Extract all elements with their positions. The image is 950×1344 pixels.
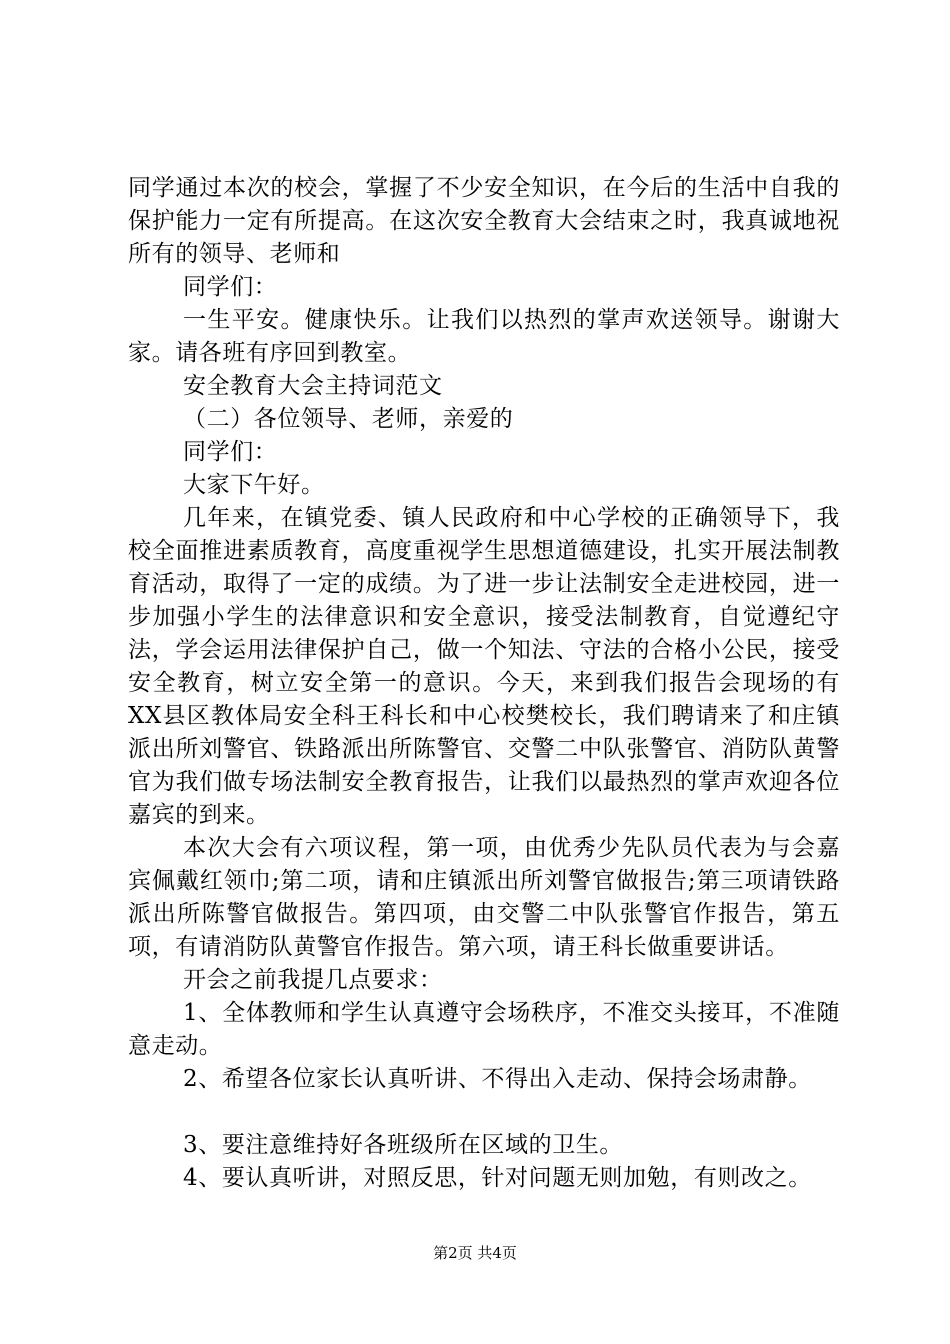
paragraph-requirement-3: 3、要注意维持好各班级所在区域的卫生。 [183, 1132, 624, 1158]
paragraph-greeting: 大家下午好。 [183, 472, 325, 498]
paragraph-closing-wishes: 同学通过本次的校会，掌握了不少安全知识，在今后的生活中自我的保护能力一定有所提高。在这次安全教育大会结束之时，我真诚地祝所有的领导、老师和 [128, 175, 840, 267]
paragraph-requirements-intro: 开会之前我提几点要求： [183, 967, 443, 993]
paragraph-salutation-students: 同学们： [183, 274, 278, 300]
page-number-footer: 第2页 共4页 [433, 1244, 517, 1262]
document-body [128, 172, 840, 1195]
paragraph-salutation-students-2: 同学们： [183, 439, 278, 465]
paragraph-opening-address: （二）各位领导、老师，亲爱的 [183, 406, 514, 432]
paragraph-agenda: 本次大会有六项议程，第一项，由优秀少先队员代表为与会嘉宾佩戴红领巾;第二项，请和庄镇派出所刘警官做报告;第三项请铁路派出所陈警官做报告。第四项，由交警二中队张警官作报告，第五项，有请消防队黄警官作报告。第六项，请王科长做重要讲话。 [128, 835, 840, 960]
paragraph-farewell: 一生平安。健康快乐。让我们以热烈的掌声欢送领导。谢谢大家。请各班有序回到教室。 [128, 307, 840, 366]
paragraph-requirement-1: 1、全体教师和学生认真遵守会场秩序，不准交头接耳，不准随意走动。 [128, 1000, 840, 1059]
paragraph-requirement-2: 2、希望各位家长认真听讲、不得出入走动、保持会场肃静。 [183, 1066, 812, 1092]
paragraph-section-title: 安全教育大会主持词范文 [183, 373, 443, 399]
paragraph-requirement-4: 4、要认真听讲，对照反思，针对问题无则加勉，有则改之。 [183, 1165, 812, 1191]
paragraph-introduction: 几年来，在镇党委、镇人民政府和中心学校的正确领导下，我校全面推进素质教育，高度重视学生思想道德建设，扎实开展法制教育活动，取得了一定的成绩。为了进一步让法制安全走进校园，进一步加强小学生的法律意识和安全意识，接受法制教育，自觉遵纪守法，学会运用法律保护自己，做一个知法、守法的合格小公民，接受安全教育，树立安全第一的意识。今天，来到我们报告会现场的有XX县区教体局安全科王科长和中心校樊校长，我们聘请来了和庄镇派出所刘警官、铁路派出所陈警官、交警二中队张警官、消防队黄警官为我们做专场法制安全教育报告，让我们以最热烈的掌声欢迎各位嘉宾的到来。 [128, 505, 840, 828]
